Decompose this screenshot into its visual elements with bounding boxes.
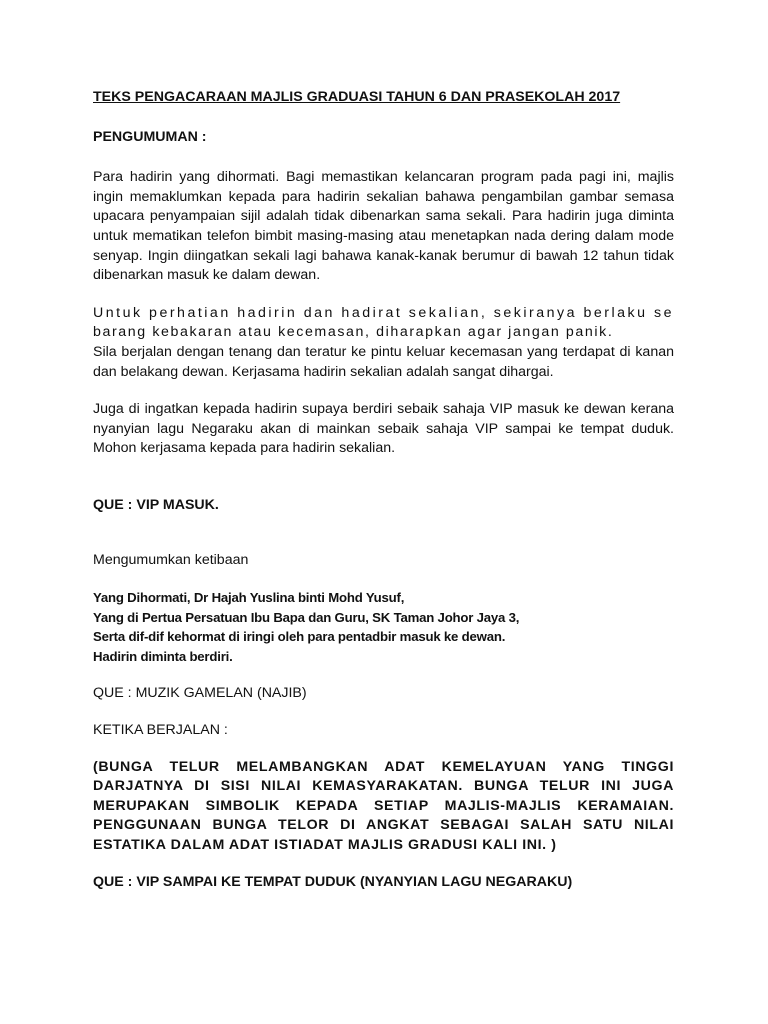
announcement-paragraph-1: Para hadirin yang dihormati. Bagi memastikan kelancaran program pada pagi ini, majlis ingin memaklumkan kepada para hadirin sekalian bahawa pengambilan gambar semasa upacara penyampaian sijil adalah tidak dibenarkan sama sekali. Para hadirin juga diminta untuk mematikan telefon bimbit masing-masing atau menetapkan nada dering dalam mode senyap. Ingin diingatkan sekali lagi bahawa kanak-kanak berumur di bawah 12 tahun tidak dibenarkan masuk ke dalam dewan. xyxy=(93,169,674,284)
document-body xyxy=(93,88,674,892)
vip-line-4: Hadirin diminta berdiri. xyxy=(93,648,233,664)
vip-line-1: Yang Dihormati, Dr Hajah Yuslina binti Mohd Yusuf, xyxy=(93,590,405,606)
section-heading: PENGUMUMAN : xyxy=(93,128,207,145)
cue-gamelan: QUE : MUZIK GAMELAN (NAJIB) xyxy=(93,685,307,702)
fire-emergency-line-1: Untuk perhatian hadirin dan hadirat sekalian, sekiranya berlaku se xyxy=(93,304,674,321)
announcement-paragraph-2: Sila berjalan dengan tenang dan teratur ke pintu keluar kecemasan yang terdapat di kanan dan belakang dewan. Kerjasama hadirin sekalian adalah sangat dihargai. xyxy=(93,343,674,380)
cue-vip-masuk: QUE : VIP MASUK. xyxy=(93,496,219,513)
cue-vip-seat: QUE : VIP SAMPAI KE TEMPAT DUDUK (NYANYIAN LAGU NEGARAKU) xyxy=(93,873,573,890)
bunga-telur-paragraph: (BUNGA TELUR MELAMBANGKAN ADAT KEMELAYUAN YANG TINGGI DARJATNYA DI SISI NILAI KEMASYARAKATAN. BUNGA TELUR INI JUGA MERUPAKAN SIMBOLIK KEPADA SETIAP MAJLIS-MAJLIS KERAMAIAN. PENGGUNAAN BUNGA TELOR DI ANGKAT SEBAGAI SALAH SATU NILAI ESTATIKA DALAM ADAT ISTIADAT MAJLIS GRADUSI KALI INI. ) xyxy=(93,758,674,854)
vip-line-3: Serta dif-dif kehormat di iringi oleh para pentadbir masuk ke dewan. xyxy=(93,629,506,645)
announce-arrival: Mengumumkan ketibaan xyxy=(93,551,249,568)
while-walking-label: KETIKA BERJALAN : xyxy=(93,722,228,739)
vip-line-2: Yang di Pertua Persatuan Ibu Bapa dan Guru, SK Taman Johor Jaya 3, xyxy=(93,609,520,625)
fire-emergency-line-2: barang kebakaran atau kecemasan, diharapkan agar jangan panik. xyxy=(93,324,614,341)
announcement-paragraph-3: Juga di ingatkan kepada hadirin supaya berdiri sebaik sahaja VIP masuk ke dewan kerana nyanyian lagu Negaraku akan di mainkan sebaik sahaja VIP sampai ke tempat duduk. Mohon kerjasama kepada para hadirin sekalian. xyxy=(93,401,674,457)
document-title: TEKS PENGACARAAN MAJLIS GRADUASI TAHUN 6 DAN PRASEKOLAH 2017 xyxy=(93,89,621,105)
